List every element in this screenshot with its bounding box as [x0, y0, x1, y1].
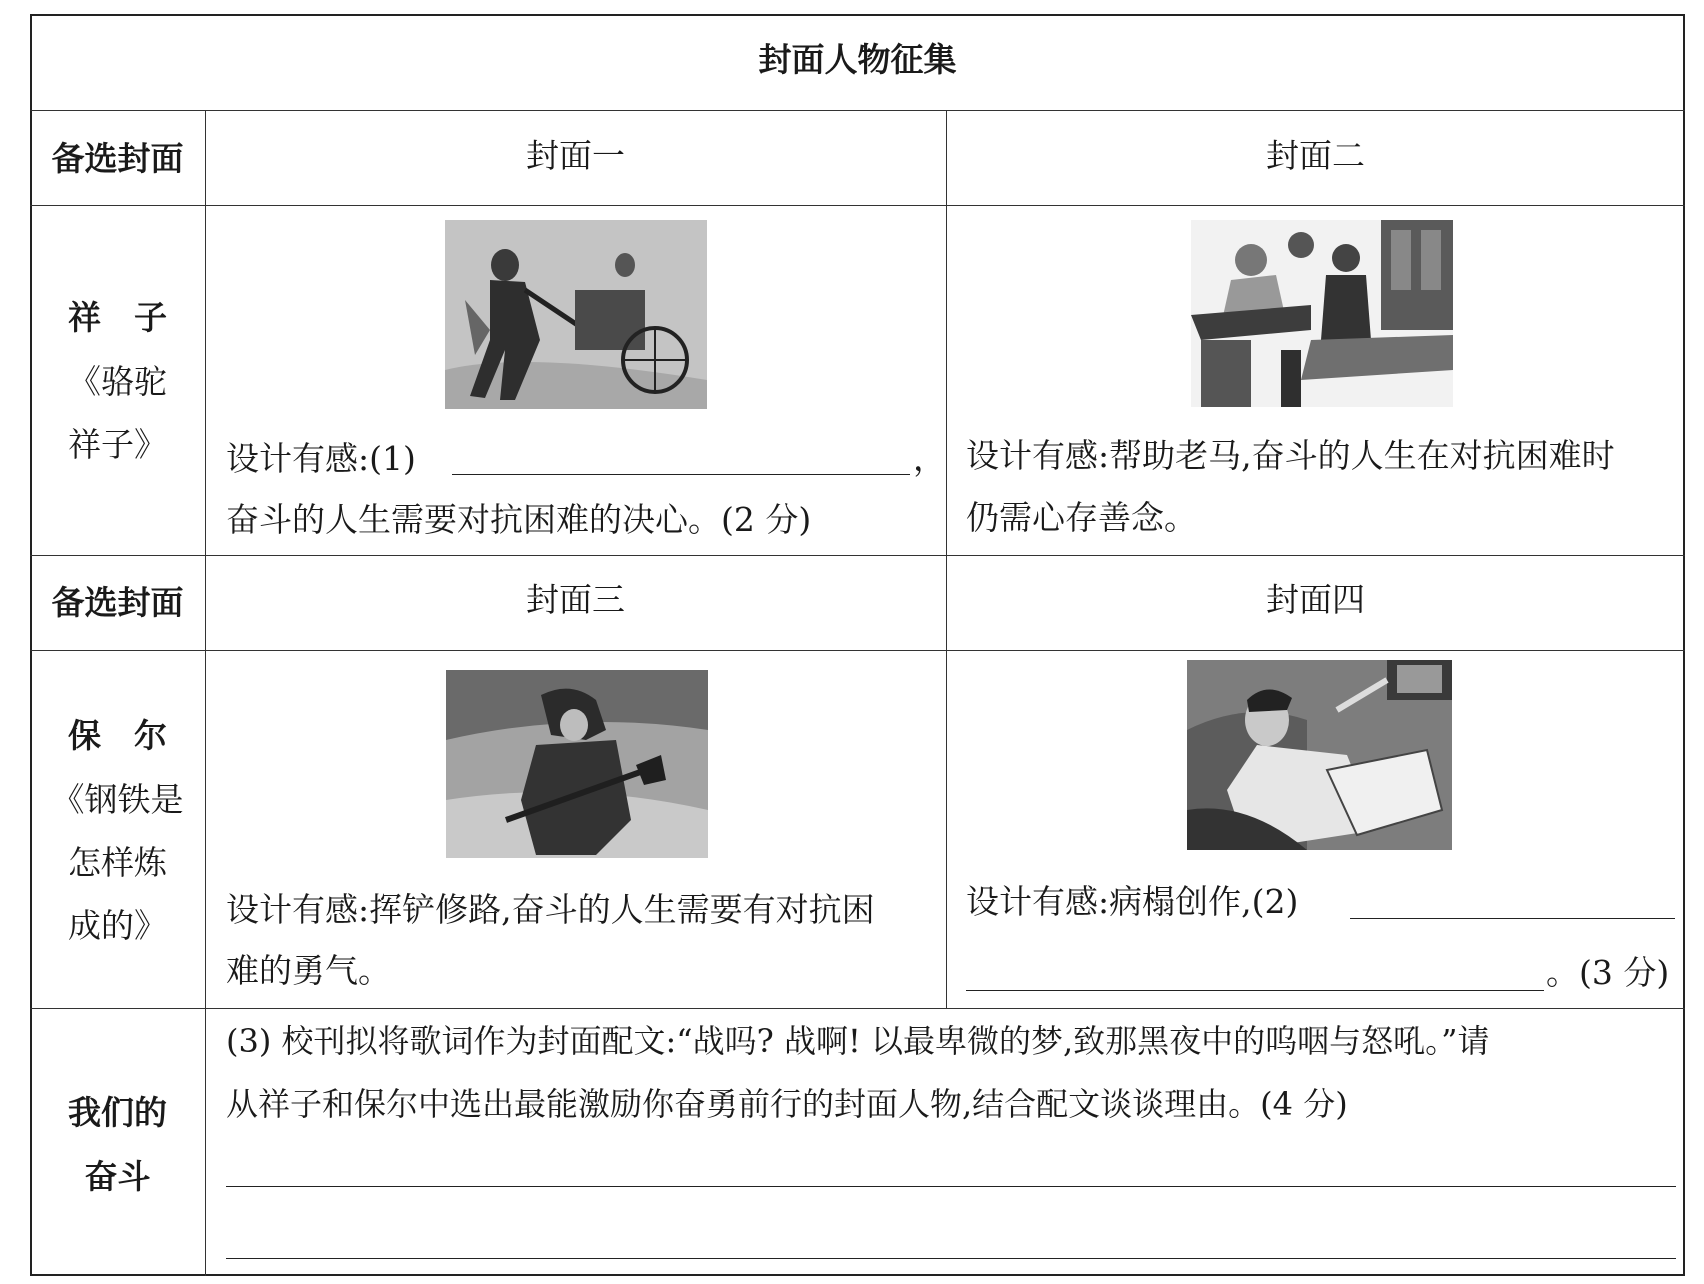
- cover-3-text-line2: 难的勇气。: [226, 951, 391, 990]
- question-3-line1: (3) 校刊拟将歌词作为封面配文:“战吗? 战啊! 以最卑微的梦,致那黑夜中的呜咽与怒吼。”请: [226, 1022, 1490, 1060]
- cover-4-title: 封面四: [1266, 580, 1365, 619]
- cover-1-text-comma: ，: [913, 439, 946, 478]
- column-divider: [946, 110, 947, 1008]
- book-title-paul: 成的》: [68, 906, 167, 945]
- cover-2-title: 封面二: [1266, 136, 1365, 175]
- character-name-paul: 保 尔: [68, 716, 167, 755]
- candidate-cover-label: 备选封面: [51, 583, 184, 622]
- our-struggle-label: 我们的: [68, 1093, 167, 1132]
- cover-3-text-line1: 设计有感:挥铲修路,奋斗的人生需要有对抗困: [226, 890, 875, 929]
- answer-line-3a[interactable]: [226, 1186, 1676, 1187]
- cover-4-text-line2-end: 。(3 分): [1546, 953, 1670, 992]
- row-divider: [30, 205, 1685, 206]
- character-name-xiangzi: 祥 子: [68, 298, 167, 337]
- answer-blank-2b[interactable]: [966, 990, 1544, 991]
- cover-4-text-line1: 设计有感:病榻创作,(2): [966, 882, 1299, 921]
- answer-blank-1[interactable]: [452, 474, 910, 475]
- column-divider: [205, 110, 206, 1276]
- answer-blank-2a[interactable]: [1350, 918, 1675, 919]
- cover-3-title: 封面三: [526, 580, 625, 619]
- book-title-xiangzi: 《骆驼: [68, 362, 167, 401]
- candidate-cover-label: 备选封面: [51, 139, 184, 178]
- row-divider: [30, 650, 1685, 651]
- book-title-xiangzi: 祥子》: [68, 425, 167, 464]
- table-title: 封面人物征集: [758, 40, 957, 79]
- row-divider: [30, 555, 1685, 556]
- cover-4-illustration: [1187, 660, 1452, 850]
- answer-line-3b[interactable]: [226, 1258, 1676, 1259]
- cover-1-text-line2: 奋斗的人生需要对抗困难的决心。(2 分): [226, 500, 812, 539]
- cover-2-illustration: [1191, 220, 1453, 407]
- book-title-paul: 《钢铁是: [51, 780, 184, 819]
- cover-2-text-line2: 仍需心存善念。: [966, 498, 1197, 537]
- row-divider: [30, 1008, 1685, 1009]
- cover-1-text-line1: 设计有感:(1): [226, 439, 416, 478]
- book-title-paul: 怎样炼: [68, 843, 167, 882]
- row-divider: [30, 110, 1685, 111]
- our-struggle-label: 奋斗: [84, 1157, 151, 1196]
- cover-1-title: 封面一: [526, 136, 625, 175]
- question-3-line2: 从祥子和保尔中选出最能激励你奋勇前行的封面人物,结合配文谈谈理由。(4 分): [226, 1085, 1348, 1123]
- cover-1-illustration: [445, 220, 707, 409]
- cover-2-text-line1: 设计有感:帮助老马,奋斗的人生在对抗困难时: [966, 436, 1615, 475]
- cover-3-illustration: [446, 670, 708, 858]
